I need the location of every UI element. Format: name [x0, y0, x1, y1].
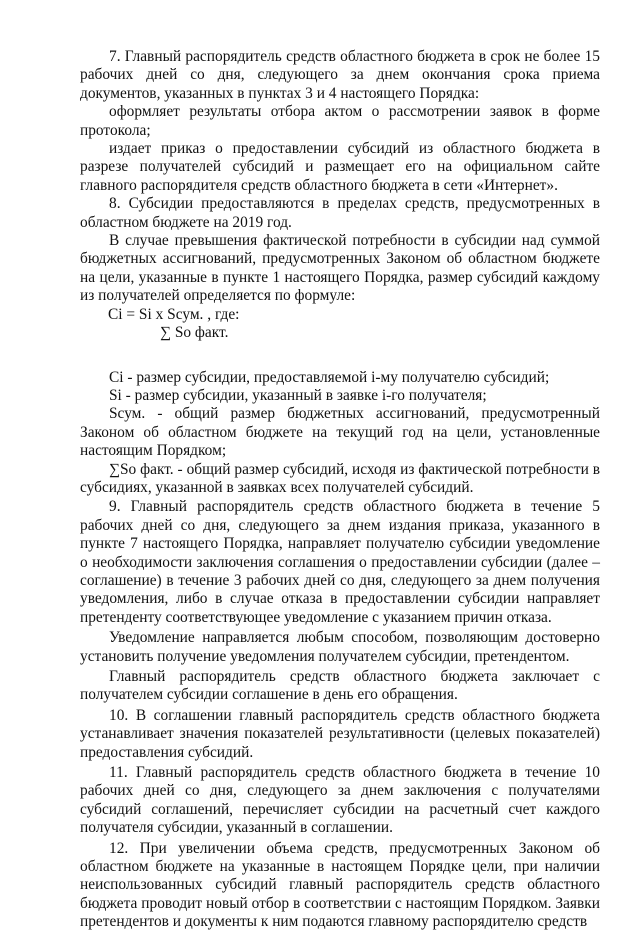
paragraph-7-item-protocol: оформляет результаты отбора актом о рассмотрении заявок в форме протокола; [80, 103, 600, 139]
paragraph-7: 7. Главный распорядитель средств областного бюджета в срок не более 15 рабочих дней со дня, следующего за днем окончания срока приема документов, указанных в пунктах 3 и 4 настоящего Порядка: [80, 48, 600, 102]
paragraph-7-item-order: издает приказ о предоставлении субсидий из областного бюджета в разрезе получателей субсидий и размещает его на официальном сайте главного распорядителя средств областного бюджета в сети «Интернет». [80, 140, 600, 194]
paragraph-12: 12. При увеличении объема средств, предусмотренных Законом об областном бюджете на указанные в настоящем Порядке цели, при наличии неиспользованных субсидий главный распорядитель средств областного бюджета проводит новый отбор в соответствии с настоящим Порядком. Заявки претендентов и документы к ним подаются главному распорядителю средств [80, 839, 600, 931]
paragraph-10: 10. В соглашении главный распорядитель средств областного бюджета устанавливает значения показателей результативности (целевых показателей) предоставления субсидий. [80, 706, 600, 761]
definition-ssum: Sсум. - общий размер бюджетных ассигнований, предусмотренный Законом об областном бюджете на текущий год на цели, установленные настоящим Порядком; [80, 405, 600, 460]
formula-numerator: Ci = Si x Sсум. , где: [108, 305, 240, 323]
paragraph-8: 8. Субсидии предоставляются в пределах средств, предусмотренных в областном бюджете на 2019 год. [80, 195, 600, 231]
formula-spacer [80, 351, 600, 369]
definition-si: Si - размер субсидии, указанный в заявке i-го получателя; [109, 386, 487, 404]
paragraph-9-agreement: Главный распорядитель средств областного бюджета заключает с получателем субсидии соглашение в день его обращения. [80, 668, 600, 704]
paragraph-8-excess: В случае превышения фактической потребности в субсидии над суммой бюджетных ассигнований, предусмотренных Законом об областном бюджете на цели, указанные в пункте 1 настоящего Порядка, размер субсидий каждому из получателей определяется по формуле: [80, 232, 600, 305]
paragraph-9: 9. Главный распорядитель средств областного бюджета в течение 5 рабочих дней со дня, следующего за днем издания приказа, указанного в пункте 7 настоящего Порядка, направляет получателю субсидии уведомление о необходимости заключения соглашения о предоставлении субсидии (далее – соглашение) в течение 3 рабочих дней со дня, следующего за днем получения уведомления, либо в случае отказа в предоставлении субсидии направляет претенденту соответствующее уведомление с указанием причин отказа. [80, 498, 600, 626]
paragraph-9-notice: Уведомление направляется любым способом, позволяющим достоверно установить получение уведомления получателем субсидии, претендентом. [80, 629, 600, 665]
definition-so-fact: ∑So факт. - общий размер субсидий, исходя из фактической потребности в субсидиях, указанной в заявках всех получателей субсидий. [80, 460, 600, 496]
definition-ci: Ci - размер субсидии, предоставляемой i-му получателю субсидий; [109, 368, 550, 386]
formula-denominator: ∑ So факт. [160, 324, 229, 342]
paragraph-11: 11. Главный распорядитель средств областного бюджета в течение 10 рабочих дней со дня, следующего за днем заключения с получателями субсидий соглашений, перечисляет субсидии на расчетный счет каждого получателя субсидии, указанный в соглашении. [80, 764, 600, 837]
